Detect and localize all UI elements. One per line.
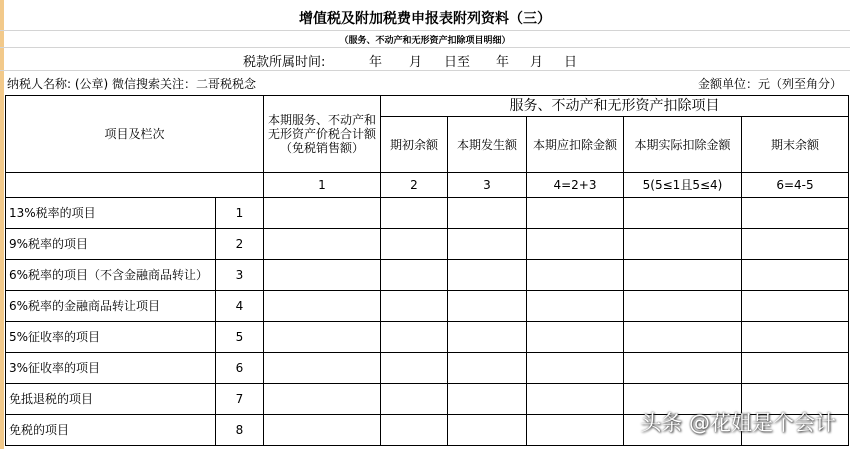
column-number: 2 [381, 173, 448, 198]
column-number: 4=2+3 [527, 173, 624, 198]
amount-cell[interactable] [527, 322, 624, 353]
amount-cell[interactable] [742, 229, 849, 260]
row-number: 6 [216, 353, 264, 384]
amount-cell[interactable] [448, 198, 527, 229]
column-number: 6=4-5 [742, 173, 849, 198]
header-item: 项目及栏次 [6, 96, 264, 173]
header-col1: 本期服务、不动产和无形资产价税合计额（免税销售额） [264, 96, 381, 173]
row-label: 3%征收率的项目 [6, 353, 216, 384]
header-col6: 期末余额 [742, 117, 849, 173]
amount-unit: 金额单位：元（列至角分） [697, 77, 842, 91]
row-label: 6%税率的金融商品转让项目 [6, 291, 216, 322]
amount-cell[interactable] [742, 291, 849, 322]
amount-cell[interactable] [624, 322, 742, 353]
form-subtitle: （服务、不动产和无形资产扣除项目明细） [339, 36, 511, 46]
watermark: 头条 @花姐是个会计 [640, 411, 836, 435]
row-label: 5%征收率的项目 [6, 322, 216, 353]
period-year-end: 年 [496, 55, 510, 70]
table-row [6, 322, 849, 353]
row-label: 免税的项目 [6, 415, 216, 446]
amount-cell[interactable] [448, 260, 527, 291]
period-month-end: 月 [530, 55, 544, 70]
amount-cell[interactable] [448, 322, 527, 353]
amount-cell[interactable] [448, 415, 527, 446]
amount-cell[interactable] [264, 384, 381, 415]
period-month-start: 月 [409, 55, 423, 70]
period-label: 税款所属时间: [243, 55, 326, 70]
deduction-table [5, 95, 849, 446]
amount-cell[interactable] [624, 229, 742, 260]
amount-cell[interactable] [448, 353, 527, 384]
amount-cell[interactable] [264, 322, 381, 353]
period-day-end: 日 [564, 55, 578, 70]
row-label: 9%税率的项目 [6, 229, 216, 260]
amount-cell[interactable] [381, 260, 448, 291]
table-row [6, 353, 849, 384]
gridline [0, 70, 850, 71]
header-col5: 本期实际扣除金额 [624, 117, 742, 173]
column-number: 3 [448, 173, 527, 198]
amount-cell[interactable] [527, 260, 624, 291]
form-title: 增值税及附加税费申报表附列资料（三） [299, 11, 551, 27]
amount-cell[interactable] [448, 229, 527, 260]
amount-cell[interactable] [527, 198, 624, 229]
table-row [6, 198, 849, 229]
header-col4: 本期应扣除金额 [527, 117, 624, 173]
amount-cell[interactable] [742, 260, 849, 291]
header-col2: 期初余额 [381, 117, 448, 173]
header-group: 服务、不动产和无形资产扣除项目 [381, 96, 849, 117]
amount-cell[interactable] [624, 198, 742, 229]
amount-cell[interactable] [448, 291, 527, 322]
row-number: 4 [216, 291, 264, 322]
amount-cell[interactable] [742, 198, 849, 229]
row-header-strip [0, 0, 4, 449]
amount-cell[interactable] [381, 291, 448, 322]
taxpayer-name: 纳税人名称: (公章) 微信搜索关注：二哥税税念 [7, 77, 257, 91]
period-year-start: 年 [369, 55, 383, 70]
amount-cell[interactable] [527, 229, 624, 260]
row-label: 免抵退税的项目 [6, 384, 216, 415]
row-label: 13%税率的项目 [6, 198, 216, 229]
amount-cell[interactable] [527, 353, 624, 384]
amount-cell[interactable] [624, 260, 742, 291]
table-row [6, 229, 849, 260]
amount-cell[interactable] [381, 229, 448, 260]
column-number: 1 [264, 173, 381, 198]
table-row [6, 260, 849, 291]
gridline [0, 30, 850, 31]
amount-cell[interactable] [448, 384, 527, 415]
amount-cell[interactable] [742, 353, 849, 384]
row-number: 3 [216, 260, 264, 291]
amount-cell[interactable] [264, 291, 381, 322]
table-row [6, 291, 849, 322]
amount-cell[interactable] [624, 353, 742, 384]
row-number: 5 [216, 322, 264, 353]
amount-cell[interactable] [381, 198, 448, 229]
amount-cell[interactable] [264, 198, 381, 229]
row-number: 8 [216, 415, 264, 446]
amount-cell[interactable] [527, 415, 624, 446]
amount-cell[interactable] [527, 291, 624, 322]
amount-cell[interactable] [264, 353, 381, 384]
amount-cell[interactable] [264, 415, 381, 446]
amount-cell[interactable] [264, 260, 381, 291]
amount-cell[interactable] [742, 322, 849, 353]
row-number: 1 [216, 198, 264, 229]
gridline [0, 47, 850, 48]
header-col3: 本期发生额 [448, 117, 527, 173]
column-number: 5(5≤1且5≤4) [624, 173, 742, 198]
amount-cell[interactable] [624, 291, 742, 322]
amount-cell[interactable] [381, 384, 448, 415]
amount-cell[interactable] [527, 384, 624, 415]
amount-cell[interactable] [381, 322, 448, 353]
header-blank [6, 173, 264, 198]
row-number: 2 [216, 229, 264, 260]
period-day-to: 日至 [444, 55, 471, 70]
row-label: 6%税率的项目（不含金融商品转让） [6, 260, 216, 291]
amount-cell[interactable] [381, 415, 448, 446]
amount-cell[interactable] [381, 353, 448, 384]
row-number: 7 [216, 384, 264, 415]
amount-cell[interactable] [264, 229, 381, 260]
